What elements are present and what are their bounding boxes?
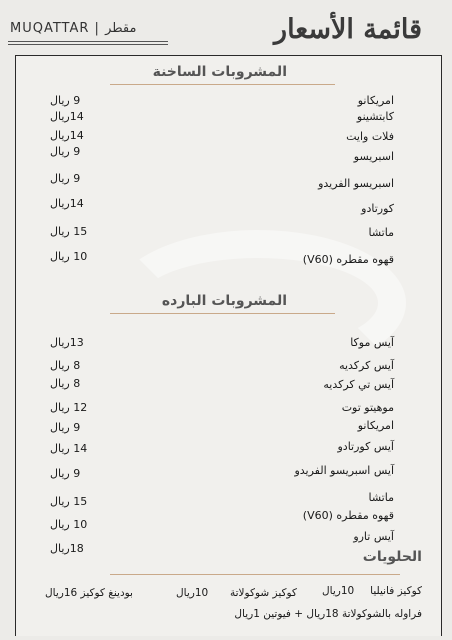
hot-item-price: 15 ريال (50, 225, 88, 238)
desserts-heading: الحلويات (362, 549, 422, 565)
cold-item-name: آيس كورتادو (337, 440, 394, 453)
brand-underline-2 (8, 44, 168, 45)
dessert-item: بودينغ كوكيز 16ريال (45, 587, 133, 599)
dessert-price: 10ريال (322, 585, 355, 597)
hot-item-price: 14ريال (50, 129, 84, 142)
hot-item-name: قهوه مقطره (V60) (302, 253, 394, 266)
hot-item-price: 10 ريال (50, 250, 88, 263)
hot-heading-line (110, 84, 335, 85)
hot-item-name: كابتشينو (356, 110, 394, 123)
cold-item-price: 15 ريال (50, 495, 88, 508)
cold-item-name: امريكانو (357, 419, 394, 432)
desserts-heading-line (110, 574, 400, 575)
hot-item-name: فلات وايت (346, 130, 394, 143)
cold-drinks-heading: المشروبات البارده (161, 293, 287, 309)
dessert-combo: فراوله بالشوكولاتة 18ريال + فيوتين 1ريال (234, 608, 422, 620)
cold-item-name: آيس كركديه (339, 359, 394, 372)
cold-item-price: 8 ريال (50, 377, 81, 390)
cold-item-price: 18ريال (50, 542, 84, 555)
dessert-item: كوكيز فانيليا (370, 585, 422, 597)
cold-item-name: آيس موكا (350, 336, 394, 349)
cold-item-name: آيس اسبريسو الفريدو (294, 464, 394, 477)
dessert-price: 10ريال (176, 587, 209, 599)
hot-item-name: امريكانو (357, 94, 394, 107)
cold-item-name: قهوه مقطره (V60) (302, 509, 394, 522)
page-title: قائمة الأسعار (274, 14, 422, 45)
cold-item-name: آيس تي كركديه (323, 378, 394, 391)
cold-heading-line (110, 313, 335, 314)
hot-item-price: 14ريال (50, 110, 84, 123)
dessert-item: كوكيز شوكولاتة (230, 587, 297, 599)
cold-item-name: ماتشا (368, 491, 394, 504)
hot-drinks-heading: المشروبات الساخنة (152, 64, 287, 80)
hot-item-price: 14ريال (50, 197, 84, 210)
hot-item-price: 9 ريال (50, 94, 81, 107)
brand-underline (8, 41, 168, 42)
cold-item-price: 9 ريال (50, 467, 81, 480)
brand-name: MUQATTAR | مقطر (10, 21, 137, 36)
cold-item-price: 14 ريال (50, 442, 88, 455)
hot-item-name: اسبريسو الفريدو (318, 177, 394, 190)
cold-item-price: 9 ريال (50, 421, 81, 434)
cold-item-price: 13ريال (50, 336, 84, 349)
hot-item-price: 9 ريال (50, 172, 81, 185)
hot-item-name: اسبريسو (353, 150, 394, 163)
hot-item-name: كورتادو (361, 202, 394, 215)
cold-item-name: موهيتو توت (341, 401, 394, 414)
cold-item-name: آيس تارو (353, 530, 394, 543)
cold-item-price: 12 ريال (50, 401, 88, 414)
cold-item-price: 10 ريال (50, 518, 88, 531)
hot-item-name: ماتشا (368, 226, 394, 239)
cold-item-price: 8 ريال (50, 359, 81, 372)
hot-item-price: 9 ريال (50, 145, 81, 158)
